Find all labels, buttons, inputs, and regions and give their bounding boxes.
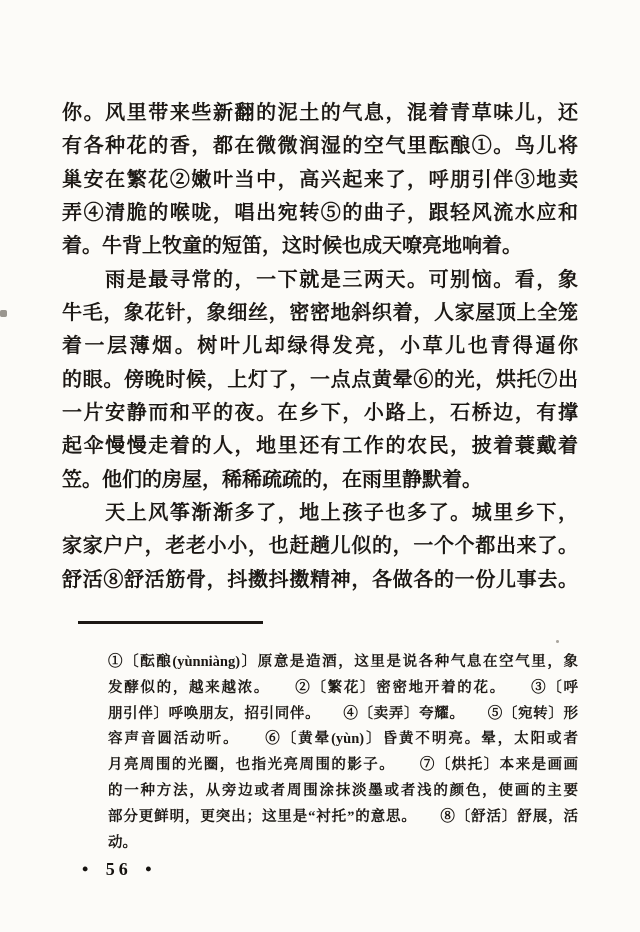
footnote-line: 部分更鲜明，更突出；这里是“衬托”的意思。 ⑧〔舒活〕舒展，活 — [108, 808, 578, 825]
scan-artifact — [0, 310, 7, 317]
footnote-line: 容声音圆活动听。 ⑥〔黄晕(yùn)〕昏黄不明亮。晕，太阳或者 — [108, 731, 578, 748]
footnote-line: 朋引伴〕呼唤朋友，招引同伴。 ④〔卖弄〕夸耀。 ⑤〔宛转〕形 — [108, 705, 578, 722]
body-text-column — [62, 97, 578, 597]
body-line: 有各种花的香，都在微微润湿的空气里酝酿①。鸟儿将 — [62, 135, 578, 158]
body-line: 起伞慢慢走着的人，地里还有工作的农民，披着蓑戴着 — [62, 435, 578, 458]
page-number: • 56 • — [82, 859, 156, 879]
body-line: 你。风里带来些新翻的泥土的气息，混着青草味儿，还 — [62, 102, 578, 124]
footnote-line-end: 动。 — [108, 834, 137, 851]
body-line: 舒活⑧舒活筋骨，抖擞抖擞精神，各做各的一份儿事去。 — [62, 568, 578, 591]
body-line-paragraph-start: 雨是最寻常的，一下就是三两天。可别恼。看，象 — [62, 268, 578, 291]
body-line-paragraph-end: 笠。他们的房屋，稀稀疏疏的，在雨里静默着。 — [62, 468, 482, 491]
body-line: 巢安在繁花②嫩叶当中，高兴起来了，呼朋引伴③地卖 — [62, 168, 578, 191]
body-line: 弄④清脆的喉咙，唱出宛转⑤的曲子，跟轻风流水应和 — [62, 202, 578, 225]
body-line-paragraph-end: 着。牛背上牧童的短笛，这时候也成天嘹亮地响着。 — [62, 235, 522, 258]
footnote-line: 发酵似的，越来越浓。 ②〔繁花〕密密地开着的花。 ③〔呼 — [108, 679, 578, 696]
footnote-line: ①〔酝酿(yùnniàng)〕原意是造酒，这里是说各种气息在空气里，象 — [108, 654, 578, 670]
body-line: 家家户户，老老小小，也赶趟儿似的，一个个都出来了。 — [62, 535, 578, 558]
footnote-separator-rule — [78, 621, 263, 624]
footnote-line: 的一种方法，从旁边或者周围涂抹淡墨或者浅的颜色，使画的主要 — [108, 782, 578, 799]
footnote-line: 月亮周围的光圈，也指光亮周围的影子。 ⑦〔烘托〕本来是画画 — [108, 757, 578, 774]
body-line: 着一层薄烟。树叶儿却绿得发亮，小草儿也青得逼你 — [62, 335, 578, 358]
body-line-paragraph-start: 天上风筝渐渐多了，地上孩子也多了。城里乡下， — [62, 502, 578, 525]
footnotes-block — [108, 650, 578, 856]
body-line: 牛毛，象花针，象细丝，密密地斜织着，人家屋顶上全笼 — [62, 302, 578, 325]
body-line: 的眼。傍晚时候，上灯了，一点点黄晕⑥的光，烘托⑦出 — [62, 368, 578, 391]
scan-artifact — [556, 640, 559, 643]
body-line: 一片安静而和平的夜。在乡下，小路上，石桥边，有撑 — [62, 402, 578, 425]
